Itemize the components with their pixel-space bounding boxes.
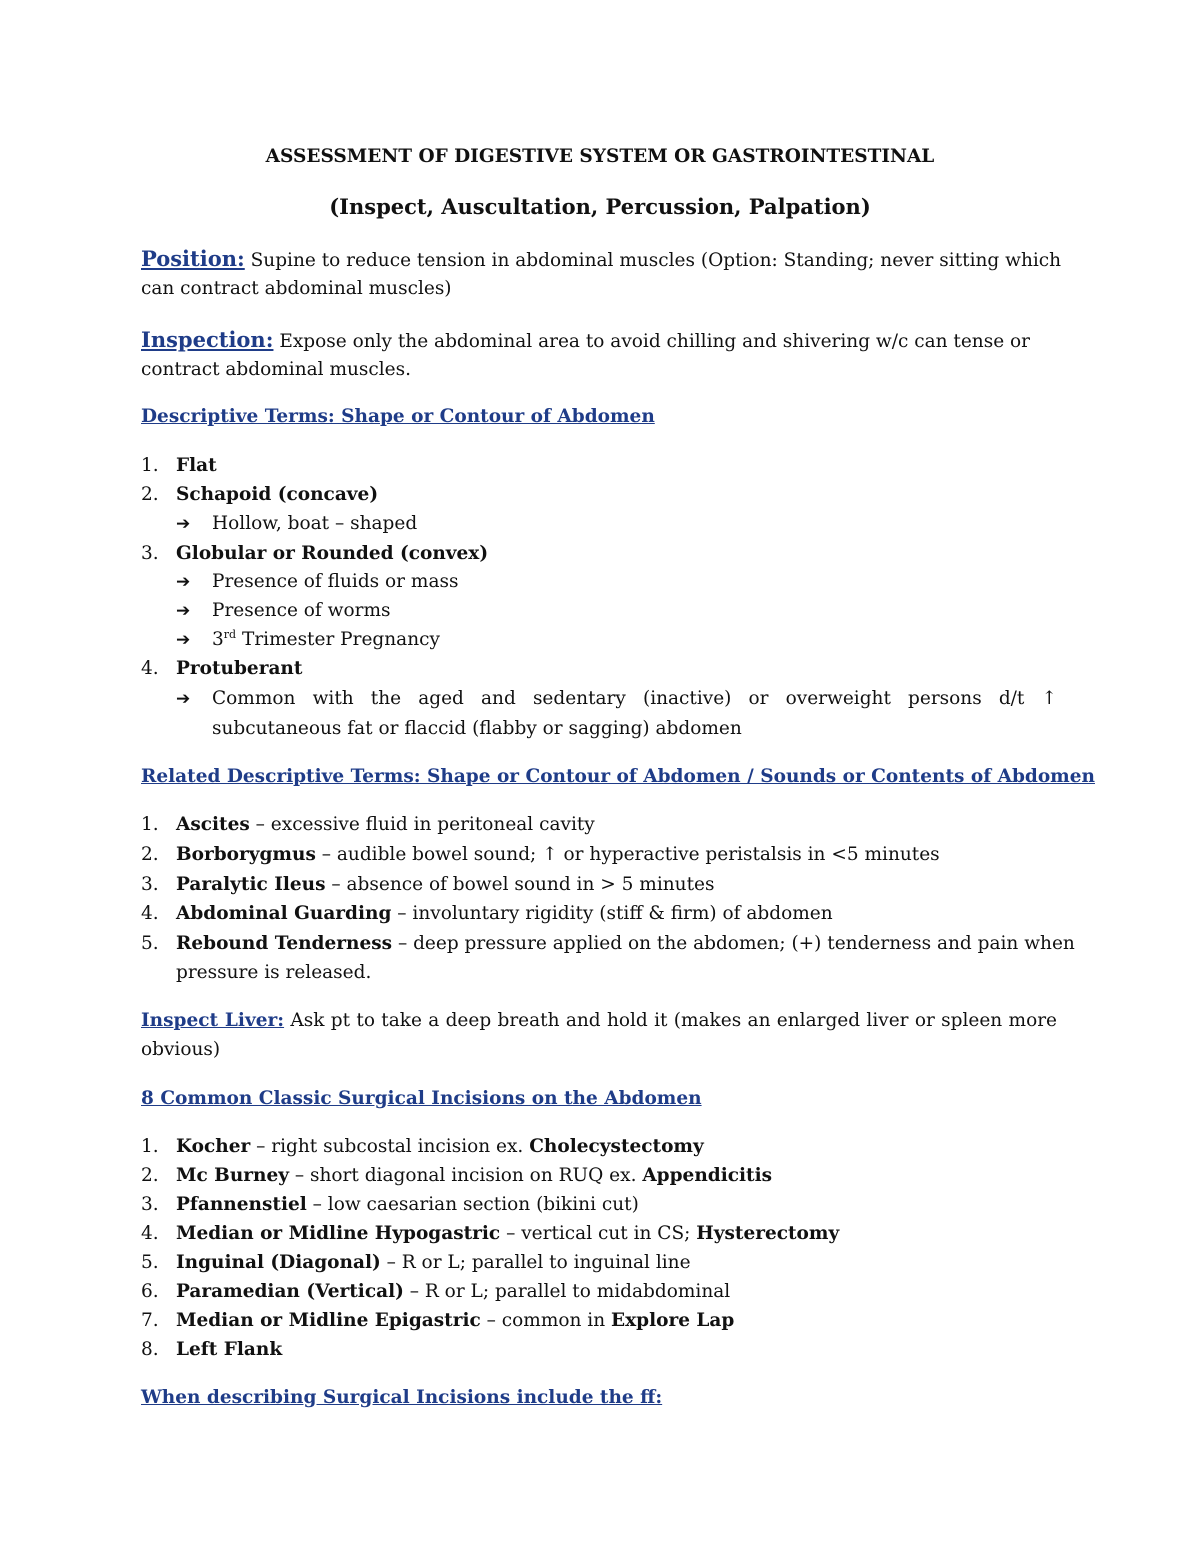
- list-item: 2. Schapoid (concave): [141, 484, 379, 505]
- position-text-2: can contract abdominal muscles): [141, 278, 452, 299]
- position-label: Position:: [141, 246, 245, 271]
- list-item: 6. Paramedian (Vertical) – R or L; parallel to midabdominal: [141, 1281, 731, 1302]
- list-item: 7. Median or Midline Epigastric – common in Explore Lap: [141, 1310, 735, 1331]
- describing-heading: When describing Surgical Incisions include the ff:: [141, 1387, 663, 1408]
- sub-list-item: ➔ Presence of fluids or mass: [0, 569, 1200, 595]
- list-item: 2. Borborygmus – audible bowel sound; ↑ or hyperactive peristalsis in <5 minutes: [141, 844, 940, 865]
- arrow-bullet-icon: ➔: [176, 572, 191, 592]
- list-item: 4. Abdominal Guarding – involuntary rigidity (stiff & firm) of abdomen: [141, 903, 833, 924]
- document-subtitle: (Inspect, Auscultation, Percussion, Palpation): [329, 194, 871, 219]
- arrow-bullet-icon: ➔: [176, 601, 191, 621]
- arrow-bullet-icon: ➔: [176, 630, 191, 650]
- arrow-bullet-icon: ➔: [176, 514, 191, 534]
- list-item: 2. Mc Burney – short diagonal incision on RUQ ex. Appendicitis: [141, 1165, 773, 1186]
- list-item: 4. Protuberant: [141, 658, 303, 679]
- list-item: 3. Paralytic Ileus – absence of bowel sound in > 5 minutes: [141, 874, 715, 895]
- list-item: 1. Kocher – right subcostal incision ex. Cholecystectomy: [141, 1136, 704, 1157]
- list-item: 3. Pfannenstiel – low caesarian section (bikini cut): [141, 1194, 639, 1215]
- sub-list-item: ➔ Common with the aged and sedentary (inactive) or overweight persons d/t ↑: [0, 686, 1200, 712]
- incisions-heading: 8 Common Classic Surgical Incisions on the Abdomen: [141, 1088, 702, 1109]
- position-paragraph: [141, 246, 1061, 272]
- inspection-paragraph: [141, 327, 1030, 353]
- sub-list-item: ➔ Presence of worms: [0, 598, 1200, 624]
- document-title: ASSESSMENT OF DIGESTIVE SYSTEM OR GASTROINTESTINAL: [265, 146, 935, 167]
- position-text-1: Supine to reduce tension in abdominal muscles (Option: Standing; never sitting which: [244, 250, 1062, 271]
- list-item: 5. Inguinal (Diagonal) – R or L; parallel to inguinal line: [141, 1252, 691, 1273]
- list-item: 8. Left Flank: [141, 1339, 283, 1360]
- liver-paragraph: [141, 1008, 1057, 1034]
- inspection-text-1: Expose only the abdominal area to avoid chilling and shivering w/c can tense or: [273, 331, 1031, 352]
- inspection-label: Inspection:: [141, 327, 274, 352]
- list-item: 3. Globular or Rounded (convex): [141, 543, 489, 564]
- arrow-bullet-icon: ➔: [176, 689, 191, 709]
- shape-heading: Descriptive Terms: Shape or Contour of Abdomen: [141, 406, 655, 427]
- list-item-continued: pressure is released.: [176, 962, 372, 983]
- list-item: 1. Flat: [141, 455, 217, 476]
- list-item: 1. Ascites – excessive fluid in peritoneal cavity: [141, 814, 595, 835]
- list-item: 5. Rebound Tenderness – deep pressure applied on the abdomen; (+) tenderness and pain when: [141, 933, 1075, 954]
- liver-label: Inspect Liver:: [141, 1010, 285, 1031]
- sub-list-item-continued: subcutaneous fat or flaccid (flabby or sagging) abdomen: [212, 718, 742, 739]
- list-item: 4. Median or Midline Hypogastric – vertical cut in CS; Hysterectomy: [141, 1223, 840, 1244]
- liver-text-2: obvious): [141, 1039, 221, 1060]
- sub-list-item: ➔ Hollow, boat – shaped: [0, 511, 1200, 537]
- liver-text-1: Ask pt to take a deep breath and hold it (makes an enlarged liver or spleen more: [284, 1010, 1057, 1031]
- sub-list-item: ➔ 3rd Trimester Pregnancy: [0, 627, 1200, 653]
- related-heading: Related Descriptive Terms: Shape or Contour of Abdomen / Sounds or Contents of Abdomen: [141, 766, 1095, 787]
- inspection-text-2: contract abdominal muscles.: [141, 359, 412, 380]
